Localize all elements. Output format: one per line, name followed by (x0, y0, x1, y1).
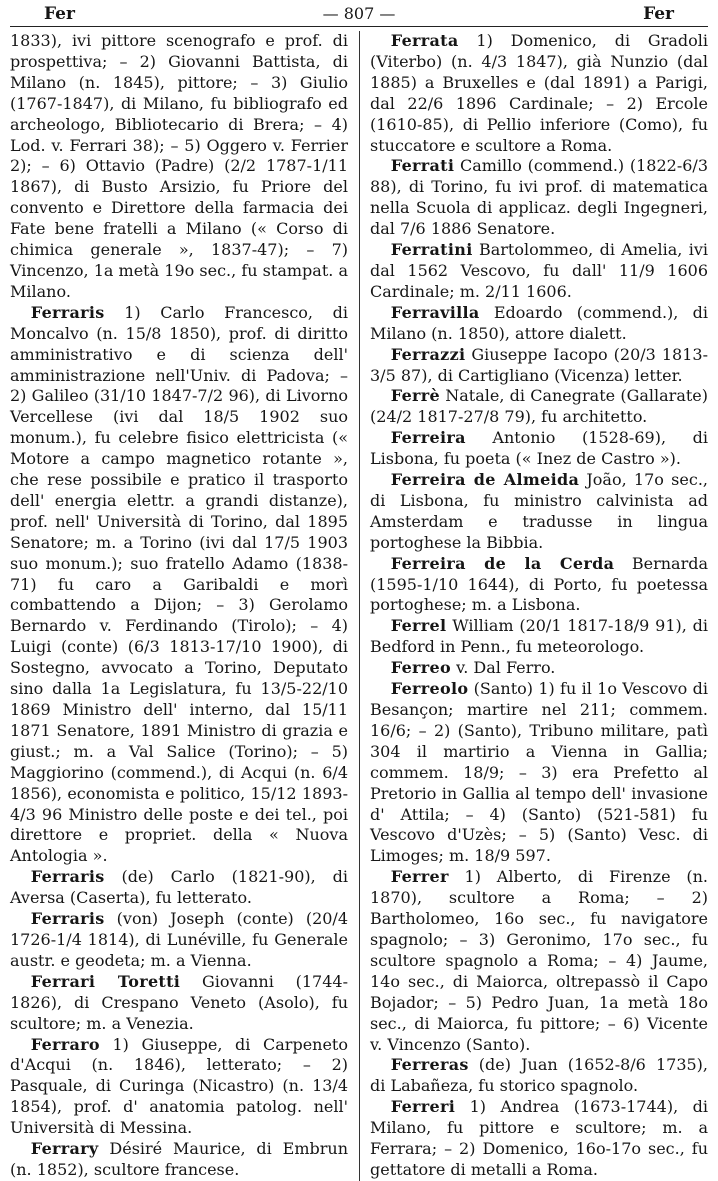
entry-text: (de) Carlo (1821-90), di Aversa (Caserta), fu letterato. (10, 867, 348, 908)
dictionary-entry (10, 31, 348, 303)
entry-headword: Ferraro (30, 1034, 100, 1054)
entry-headword: Ferreira (390, 428, 466, 448)
dictionary-entry (370, 1055, 708, 1097)
entry-headword: Ferreira de Almeida (390, 470, 580, 490)
right-column (370, 31, 708, 1181)
entry-text: Edoardo (commend.), di Milano (n. 1850), attore dialett. (370, 302, 708, 343)
dictionary-entry (370, 470, 708, 554)
entry-headword: Ferreira de la Cerda (390, 553, 615, 573)
two-column-body (10, 27, 708, 1181)
dictionary-entry (370, 679, 708, 867)
entry-text: 1) Alberto, di Firenze (n. 1870), scultore a Roma; – 2) Bartholomeo, 16o sec., fu navigatore spagnolo; – 3) Geronimo, 17o sec., fu scultore spagnolo a Roma; – 4) Jaume, 14o sec., di Maiorca, oltrepassò il Capo Bojador; – 5) Pedro Juan, 1a metà 18o sec., di Maiorca, fu pittore; – 6) Vicente v. Vincenzo (Santo). (370, 867, 708, 1054)
entry-text: João, 17o sec., di Lisbona, fu ministro calvinista ad Amsterdam e tradusse in lingua portoghese la Bibbia. (370, 470, 708, 552)
dictionary-entry (370, 240, 708, 303)
dictionary-entry (370, 303, 708, 345)
entry-headword: Ferraris (30, 302, 105, 322)
dictionary-entry (370, 31, 708, 156)
dictionary-entry (10, 1139, 348, 1181)
entry-headword: Ferrel (390, 616, 447, 636)
entry-headword: Ferreo (390, 658, 451, 678)
entry-headword: Ferrari Toretti (30, 971, 181, 991)
column-divider (359, 31, 360, 1181)
entry-text: Natale, di Canegrate (Gallarate) (24/2 1817-27/8 79), fu architetto. (370, 386, 708, 427)
entry-text: Giuseppe Iacopo (20/3 1813-3/5 87), di Cartigliano (Vicenza) letter. (370, 344, 708, 385)
page-header (10, 0, 708, 27)
dictionary-entry (370, 867, 708, 1055)
entry-headword: Ferrary (30, 1139, 99, 1159)
dictionary-entry (10, 303, 348, 867)
dictionary-entry (370, 1097, 708, 1181)
entry-headword: Ferravilla (390, 302, 480, 322)
entry-headword: Ferrè (390, 386, 440, 406)
dictionary-entry (10, 867, 348, 909)
entry-text: 1) Carlo Francesco, di Moncalvo (n. 15/8 1850), prof. di diritto amministrativo e di scienza dell' amministrazione nell'Univ. di Padova; – 2) Galileo (31/10 1847-7/2 96), di Livorno Vercellese (ivi dal 18/5 1902 suo monum.), fu celebre fisico elettricista (« Motore a campo magnetico rotante », che rese possibile e pratico il trasporto dell' energia elettr. a grandi distanze), prof. nell' Università di Torino, dal 1895 Senatore; m. a Torino (ivi dal 17/5 1903 suo monum.); suo fratello Adamo (1838-71) fu caro a Garibaldi e morì combattendo a Dijon; – 3) Gerolamo Bernardo v. Ferdinando (Tirolo); – 4) Luigi (conte) (6/3 1813-17/10 1900), di Sostegno, avvocato a Torino, Deputato sino dalla 1a Legislatura, fu 13/5-22/10 1869 Ministro dell' interno, dal 15/11 1871 Senatore, 1891 Ministro di grazia e giust.; m. a Val Salice (Torino); – 5) Maggiorino (commend.), di Acqui (n. 6/4 1856), economista e politico, 15/12 1893-4/3 96 Ministro delle poste e dei tel., poi direttore e propriet. della « Nuova Antologia ». (10, 302, 348, 866)
entry-text: Antonio (1528-69), di Lisbona, fu poeta (« Inez de Castro »). (370, 428, 708, 469)
dictionary-entry (370, 156, 708, 240)
dictionary-entry (370, 345, 708, 387)
entry-headword: Ferraris (30, 909, 105, 929)
entry-headword: Ferrati (390, 156, 455, 176)
dictionary-entry (370, 428, 708, 470)
entry-text: 1) Giuseppe, di Carpeneto d'Acqui (n. 1846), letterato; – 2) Pasquale, di Curinga (Nicastro) (n. 13/4 1854), prof. d' anatomia patolog. nell' Università di Messina. (10, 1034, 348, 1138)
dictionary-entry (10, 1035, 348, 1140)
header-left-word: Fer (44, 4, 75, 24)
entry-text: 1) Domenico, di Gradoli (Viterbo) (n. 4/3 1847), già Nunzio (dal 1885) a Bruxelles e (dal 1891) a Parigi, dal 22/6 1896 Cardinale; – 2) Ercole (1610-85), di Pellio inferiore (Como), fu stuccatore e scultore a Roma. (370, 31, 708, 155)
left-column (10, 31, 348, 1181)
entry-text: (Santo) 1) fu il 1o Vescovo di Besançon; martire nel 211; commem. 16/6; – 2) (Santo), Tribuno militare, patì 304 il martirio a Vienna in Gallia; commem. 18/9; – 3) era Prefetto al Pretorio in Gallia al tempo dell' invasione d' Attila; – 4) (Santo) (521-581) fu Vescovo d'Uzès; – 5) (Santo) Vesc. di Limoges; m. 18/9 597. (370, 679, 708, 866)
entry-headword: Ferraris (30, 867, 105, 887)
entry-text: Camillo (commend.) (1822-6/3 88), di Torino, fu ivi prof. di matematica nella Scuola di applicaz. degli Ingegneri, dal 7/6 1886 Senatore. (370, 156, 708, 239)
dictionary-entry (370, 386, 708, 428)
entry-text: Désiré Maurice, di Embrun (n. 1852), scultore francese. (10, 1139, 348, 1179)
entry-text: Bartolommeo, di Amelia, ivi dal 1562 Vescovo, fu dall' 11/9 1606 Cardinale; m. 2/11 1606. (370, 240, 708, 301)
entry-headword: Ferrazzi (390, 344, 466, 364)
dictionary-entry (370, 554, 708, 617)
entry-text: Giovanni (1744-1826), di Crespano Veneto (Asolo), fu scultore; m. a Venezia. (10, 971, 349, 1033)
entry-text: (de) Juan (1652-8/6 1735), di Labañeza, fu storico spagnolo. (370, 1055, 708, 1096)
entry-text: 1) Andrea (1673-1744), di Milano, fu pittore e scultore; m. a Ferrara; – 2) Domenico, 16o-17o sec., fu gettatore di metalli a Roma. (370, 1097, 708, 1179)
entry-text: (von) Joseph (conte) (20/4 1726-1/4 1814), di Lunéville, fu Generale austr. e geodeta; m. a Vienna. (10, 909, 348, 970)
entry-text: v. Dal Ferro. (450, 658, 556, 678)
entry-text: William (20/1 1817-18/9 91), di Bedford in Penn., fu meteorologo. (370, 616, 708, 657)
entry-headword: Ferrer (390, 867, 449, 887)
entry-headword: Ferreri (390, 1097, 456, 1117)
entry-headword: Ferratini (390, 240, 473, 260)
dictionary-entry (10, 909, 348, 972)
dictionary-entry (10, 972, 348, 1035)
entry-headword: Ferreolo (390, 679, 469, 699)
header-right-word: Fer (643, 4, 674, 24)
entry-headword: Ferrata (390, 31, 459, 50)
entry-headword: Ferreras (390, 1055, 469, 1075)
entry-text: 1833), ivi pittore scenografo e prof. di prospettiva; – 2) Giovanni Battista, di Milano (n. 1845), pittore; – 3) Giulio (1767-1847), di Milano, fu bibliografo ed archeologo, Bibliotecario di Brera; – 4) Lod. v. Ferrari 38); – 5) Oggero v. Ferrier 2); – 6) Ottavio (Padre) (2/2 1787-1/11 1867), di Busto Arsizio, fu Priore del convento e Direttore della farmacia dei Fate bene fratelli a Milano (« Corso di chimica generale », 1837-47); – 7) Vincenzo, 1a metà 19o sec., fu stampat. a Milano. (10, 31, 348, 301)
dictionary-entry (370, 616, 708, 658)
page-number: — 807 — (322, 4, 396, 23)
dictionary-entry (370, 658, 708, 679)
entry-text: Bernarda (1595-1/10 1644), di Porto, fu poetessa portoghese; m. a Lisbona. (370, 553, 709, 615)
